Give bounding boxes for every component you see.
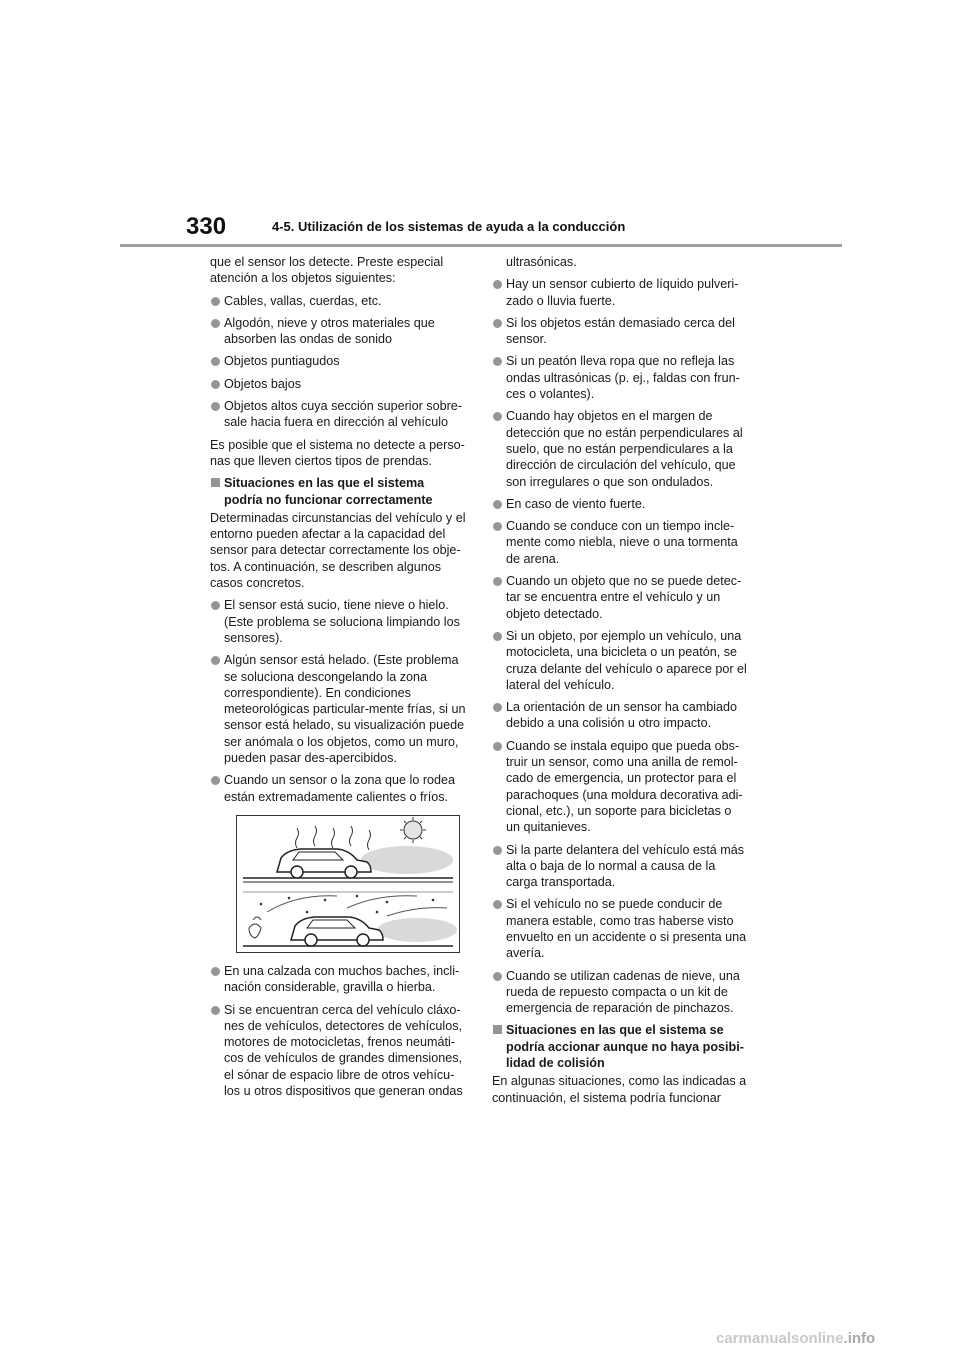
site-watermark bbox=[716, 1330, 875, 1347]
list-item: Objetos puntiagudos bbox=[210, 353, 466, 369]
weather-sensor-illustration bbox=[236, 815, 460, 953]
subheading-malfunction: Situaciones en las que el sistema podría no funcionar correctamente bbox=[210, 475, 466, 508]
subheading-text: En algunas situaciones, como las indicadas a continuación, el sistema podría funcionar bbox=[492, 1074, 747, 1105]
list-item: Objetos altos cuya sección superior sobre-sale hacia fuera en dirección al vehículo bbox=[210, 398, 466, 431]
subheading-false-activation: Situaciones en las que el sistema se podría accionar aunque no haya posibi-lidad de colisión bbox=[492, 1022, 748, 1071]
watermark-suffix: .info bbox=[843, 1330, 876, 1347]
list-item: El sensor está sucio, tiene nieve o hielo. (Este problema se soluciona limpiando los sensores). bbox=[210, 597, 466, 646]
list-item: Si los objetos están demasiado cerca del sensor. bbox=[492, 315, 748, 348]
section-title: 4-5. Utilización de los sistemas de ayuda a la conducción bbox=[272, 219, 626, 234]
watermark-prefix: carmanualsonline bbox=[716, 1330, 844, 1347]
list-item: En una calzada con muchos baches, incli-nación considerable, gravilla o hierba. bbox=[210, 963, 466, 996]
list-item: Si el vehículo no se puede conducir de manera estable, como tras haberse visto envuelto en un accidente o si presenta una avería. bbox=[492, 896, 748, 961]
list-item: La orientación de un sensor ha cambiado debido a una colisión u otro impacto. bbox=[492, 699, 748, 732]
list-item: Si un peatón lleva ropa que no refleja las ondas ultrasónicas (p. ej., faldas con frun-ces o volantes). bbox=[492, 353, 748, 402]
list-item: Si se encuentran cerca del vehículo cláxo-nes de vehículos, detectores de vehículos, motores de motocicletas, frenos neumáti-cos de vehículos de grandes dimensiones, el sónar de espacio libre de otros vehícu-los u otros dispositivos que generan ondas bbox=[210, 1002, 466, 1100]
list-item: Cuando hay objetos en el margen de detección que no están perpendiculares al suelo, que no están perpendiculares a la dirección de circulación del vehículo, que son irregulares o que son ondulados. bbox=[492, 408, 748, 489]
header-divider bbox=[120, 244, 842, 247]
list-item: En caso de viento fuerte. bbox=[492, 496, 748, 512]
list-item: Si la parte delantera del vehículo está más alta o baja de lo normal a causa de la carga transportada. bbox=[492, 842, 748, 891]
note-text: Es posible que el sistema no detecte a perso-nas que lleven ciertos tipos de prendas. bbox=[210, 437, 465, 468]
illustration-svg bbox=[237, 816, 459, 952]
list-item: Cables, vallas, cuerdas, etc. bbox=[210, 293, 466, 309]
left-column bbox=[210, 254, 466, 1105]
list-item: Cuando se instala equipo que pueda obs-truir un sensor, como una anilla de remol-cado de emergencia, un protector para el parachoques (una moldura decorativa adi-cional, etc.), un soporte para bicicletas o un quitanieves. bbox=[492, 738, 748, 836]
continuation-text: ultrasónicas. bbox=[506, 255, 577, 269]
list-item: Cuando se conduce con un tiempo incle-mente como niebla, nieve o una tormenta de arena. bbox=[492, 518, 748, 567]
intro-text: que el sensor los detecte. Preste especial atención a los objetos siguientes: bbox=[210, 255, 444, 286]
list-item: Si un objeto, por ejemplo un vehículo, una motocicleta, una bicicleta o un peatón, se cruza delante del vehículo o aparece por el lateral del vehículo. bbox=[492, 628, 748, 693]
list-item: Cuando se utilizan cadenas de nieve, una rueda de repuesto compacta o un kit de emergencia de reparación de pinchazos. bbox=[492, 968, 748, 1017]
list-item: Cuando un sensor o la zona que lo rodea están extremadamente calientes o fríos. bbox=[210, 772, 466, 805]
page-number: 330 bbox=[186, 213, 227, 240]
subheading-text: Determinadas circunstancias del vehículo y el entorno pueden afectar a la capacidad del sensor para detectar correctamente los obje-tos. A continuación, se describen algunos casos concretos. bbox=[210, 510, 466, 591]
list-item: Hay un sensor cubierto de líquido pulveri-zado o lluvia fuerte. bbox=[492, 276, 748, 309]
list-item: Algodón, nieve y otros materiales que absorben las ondas de sonido bbox=[210, 315, 466, 348]
list-item: Cuando un objeto que no se puede detec-tar se encuentra entre el vehículo y un objeto detectado. bbox=[492, 573, 748, 622]
list-item: Algún sensor está helado. (Este problema se soluciona descongelando la zona correspondiente). En condiciones meteorológicas particular-mente frías, si un sensor está helado, su visualización puede ser anómala o los objetos, como un muro, pueden pasar des-apercibidos. bbox=[210, 652, 466, 766]
right-column bbox=[492, 254, 748, 1112]
list-item: Objetos bajos bbox=[210, 376, 466, 392]
